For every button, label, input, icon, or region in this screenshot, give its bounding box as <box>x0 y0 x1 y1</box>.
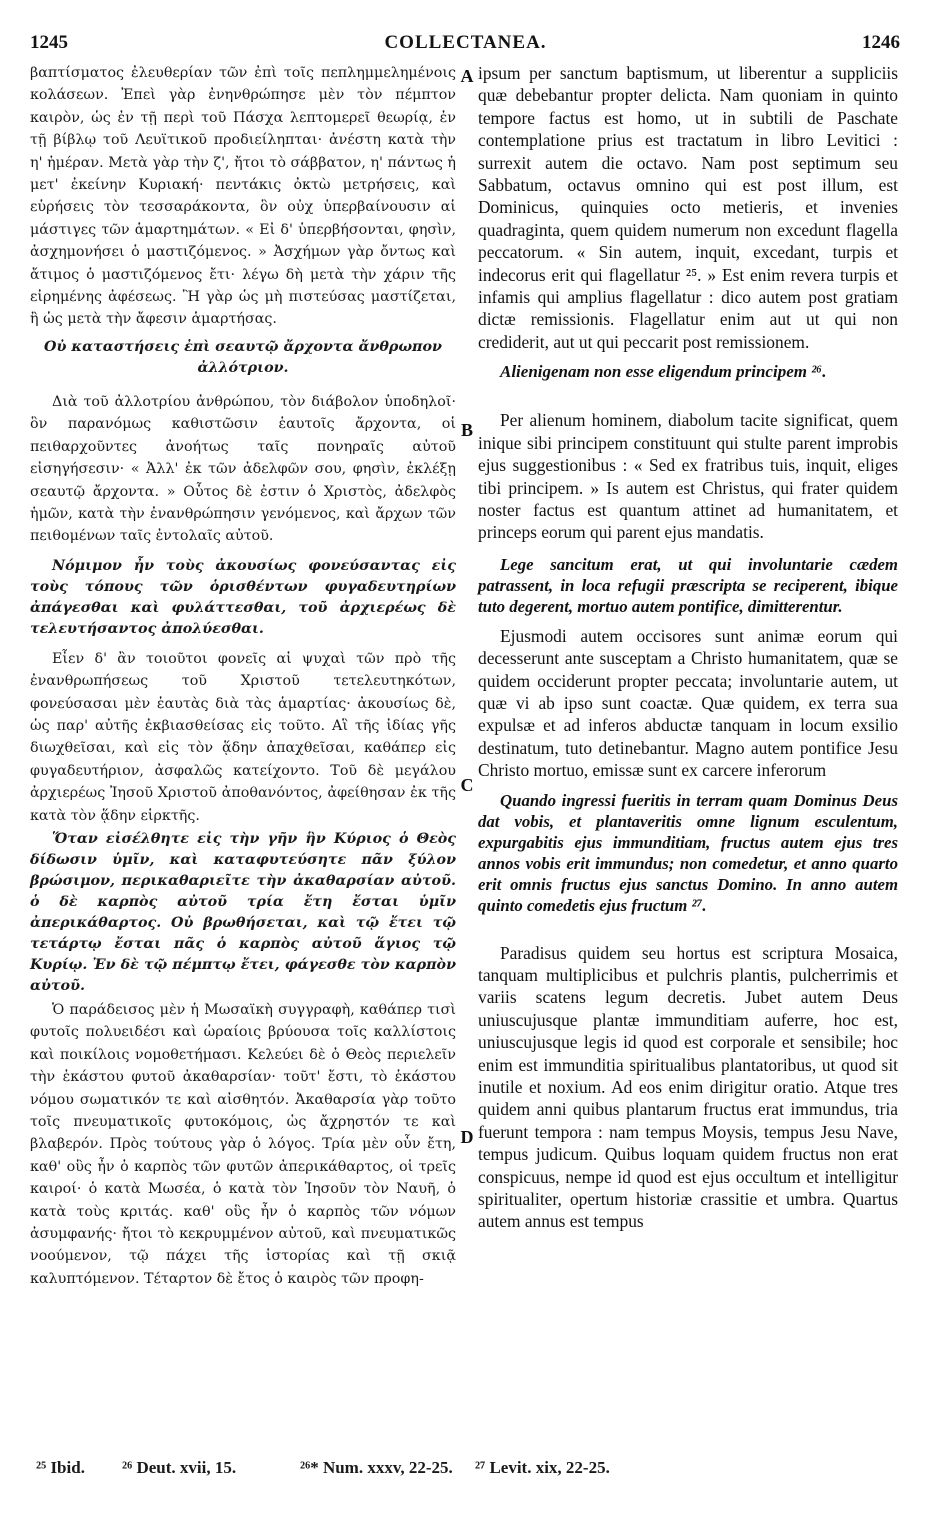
latin-paragraph-4: Paradisus quidem seu hortus est scriptura Mosaica, tanquam multiplicibus et pulchris plantis, pulcherrimis et variis scatens legum decretis. Jubet autem Deus uniuscujusque plantæ immunditiam auferre, hoc est, uniuscujusque legis id quod est corporale et sensibile; hoc enim est immunditia spiritualibus plantatoribus, ut quod sit inutile et noxium. Ad eos enim dirigitur oratio. Atque tres quidem anni quibus plantarum fructus erat immundus, tria fuerunt tempora : nam tempus Moysis, tempus Jesu Nave, tempus judicum. Quibus loquam quidem fructus non erat conspicuus, nempe id quod est ejus occultum et intelligitur spiritualiter, opertum historiæ crassitie et umbra. Quartus autem annus est tempus <box>478 942 898 1232</box>
margin-letter-c: C <box>460 775 474 795</box>
greek-paragraph-4: Ὁ παράδεισος μὲν ἡ Μωσαϊκὴ συγγραφὴ, καθάπερ τισὶ φυτοῖς πολυειδέσι καὶ ὡραίοις βρύουσα τοῖς καλλίστοις καὶ ποικίλοις νομοθετήμασι. Κελεύει δὲ ὁ Θεὸς περιελεῖν τὴν ἑκάστου φυτοῦ ἀκαθαρσίαν· τοῦτ' ἔστι, τὸ ἑκάστου νόμου σωματικόν τε καὶ αἰσθητόν. Ἀκαθαρσία γὰρ τοῦτο τοῖς πνευματικοῖς φυτοκόμοις, ὡς ἄχρηστόν τε καὶ βλαβερόν. Πρὸς τούτους γὰρ ὁ λόγος. Τρία μὲν οὖν ἔτη, καθ' οὓς ἦν ὁ καρπὸς τῶν φυτῶν ἀπερικάθαρτος, οἱ τρεῖς καιροί· ὁ κατὰ Μωσέα, ὁ κατὰ τὸν Ἰησοῦν τὸν Ναυῆ, ὁ κατὰ τοὺς κριτάς. καθ' οὓς ἦν ὁ καρπὸς τῶν νόμων ἀσυμφανής· ἤτοι τὸ κεκρυμμένον αὐτοῦ, καὶ πνευματικῶς νοούμενον, τῷ πάχει τῆς ἱστορίας καὶ τῇ σκιᾷ καλυπτόμενον. Τέταρτον δὲ ἔτος ὁ καιρὸς τῶν προφη- <box>30 1001 456 1287</box>
latin-heading-2: Lege sancitum erat, ut qui involuntarie cædem patrassent, in loca refugii præscripta se reciperent, ibique tuto degerent, mortuo autem pontifice, dimitterentur. <box>478 554 898 616</box>
greek-paragraph-1: βαπτίσματος ἐλευθερίαν τῶν ἐπὶ τοῖς πεπλημμελημένοις κολάσεων. Ἐπεὶ γὰρ ἐνηνθρώπησε μὲν τὸν πέμπτον καιρὸν, ὡς ἐν τῇ περὶ τοῦ Πάσχα λεπτομερεῖ θεωρίᾳ, ἐν τῇ βίβλῳ τοῦ Λευϊτικοῦ προδιείληπται· ἀνέστη κατὰ τὴν η' ἡμέραν. Μετὰ γὰρ τὴν ζ', ἤτοι τὸ σάββατον, η' πάντως ἡ μετ' ἐκείνην Κυριακή· πεντάκις ὀκτὼ μετρήσεις, καὶ εὑρήσεις τὸν τεσσαράκοντα, ὃν οὐχ ὑπερβαίνουσιν αἱ μάστιγες τῶν ἁμαρτημάτων. « Εἰ δ' ὑπερβήσονται, φησὶν, ἀσχημονήσει ὁ μαστιζόμενος. » Ἀσχήμων γὰρ ὄντως καὶ ἄτιμος ὁ μαστιζόμενος ἔτι· λέγω δὴ μετὰ τὴν χάριν τῆς εἰρημένης ἀφέσεως. Ἢ γὰρ ὡς μὴ πιστεύσας μαστίζεται, ἢ ὡς μετὰ τὴν ἄφεσιν ἁμαρτήσας. <box>30 65 456 328</box>
running-header <box>0 32 931 56</box>
latin-scripture-quote: Quando ingressi fueritis in terram quam Dominus Deus dat vobis, et plantaveritis omne lignum esculentum, expurgabitis ejus immunditiam, fructus autem ejus tres annos vobis erit immundus; non comedetur, et anno quarto erit omnis fructus ejus sanctus Domino. In anno autem quinto comedetis ejus fructum ²⁷. <box>478 790 898 915</box>
footnote-26b: ²⁶* Num. xxxv, 22-25. <box>300 1458 453 1477</box>
latin-paragraph-1: ipsum per sanctum baptismum, ut liberentur a suppliciis quæ debebantur propter delicta. Nam quoniam in quinto tempore factus est homo, ut in subtili de Paschate contemplatione prius est tractatum in libro Levitici : surrexit autem die octavo. Nam post septimum seu Sabbatum, octavus omnino qui est post illum, est Dominicus, quinquies octo metieris, et invenies quadraginta, quem quidem numerum non excedunt flagella peccatorum. « Sin autem, inquit, excedant, turpis et indecorus erit qui flagellatur ²⁵. » Est enim revera turpis et infamis qui amplius flagellatur : dico autem post gratiam dictæ remissionis. Flagellatur enim aut ut qui non crediderit, aut ut qui peccarit post remissionem. <box>478 63 898 352</box>
margin-letter-a: A <box>460 66 474 86</box>
latin-column <box>478 62 898 1233</box>
latin-paragraph-3: Ejusmodi autem occisores sunt animæ eorum qui decesserunt ante susceptam a Christo humanitatem, quæ se quidem occiderunt propter peccata; involuntarie autem, ut quæ vi ab ipso sunt coactæ. Quæ quidem, ex terra sua expulsæ et ad inferos abductæ tanquam in locum exsilio destinatum, tuto detinebantur. Magno autem pontifice Jesu Christo mortuo, emissæ sunt ex carcere inferorum <box>478 625 898 781</box>
footnote-25: ²⁵ Ibid. <box>36 1458 85 1477</box>
latin-heading-1: Alienigenam non esse eligendum principem ²⁶. <box>500 362 827 382</box>
greek-scripture-quote: Ὅταν εἰσέλθητε εἰς τὴν γῆν ἣν Κύριος ὁ Θεὸς δίδωσιν ὑμῖν, καὶ καταφυτεύσητε πᾶν ξύλον βρώσιμον, περικαθαριεῖτε τὴν ἀκαθαρσίαν αὐτοῦ. ὁ δὲ καρπὸς αὐτοῦ τρία ἔτη ἔσται ὑμῖν ἀπερικάθαρτος. Οὐ βρωθήσεται, καὶ τῷ ἔτει τῷ τετάρτῳ ἔσται πᾶς ὁ καρπὸς αὐτοῦ ἅγιος τῷ Κυρίῳ. Ἐν δὲ τῷ πέμπτῳ ἔτει, φάγεσθε τὸν καρπὸν αὐτοῦ. <box>30 830 456 994</box>
greek-paragraph-2: Διὰ τοῦ ἀλλοτρίου ἀνθρώπου, τὸν διάβολον ὑποδηλοῖ· ὃν παρανόμως καθιστῶσιν ἑαυτοῖς ἄρχοντα, οἱ πειθαρχοῦντες ἀνοήτως ταῖς πονηραῖς αὐτοῦ εἰσηγήσεσιν· « Ἀλλ' ἐκ τῶν ἀδελφῶν σου, φησὶν, ἐκλέξῃ σεαυτῷ ἄρχοντα. » Οὗτος δὲ ἐστιν ὁ Χριστὸς, ἀδελφὸς ἡμῶν, κατὰ τὴν ἐνανθρώπησιν γενόμενος, καὶ ἄρχων τῶν πειθομένων ταῖς ἐντολαῖς αὐτοῦ. <box>30 393 456 545</box>
margin-letter-b: B <box>460 420 473 440</box>
footnotes <box>30 1458 901 1488</box>
footnote-26: ²⁶ Deut. xvii, 15. <box>122 1458 237 1477</box>
running-title: COLLECTANEA. <box>384 32 547 53</box>
margin-letter-d: D <box>460 1127 474 1147</box>
greek-paragraph-3: Εἶεν δ' ἂν τοιοῦτοι φονεῖς αἱ ψυχαὶ τῶν πρὸ τῆς ἐνανθρωπήσεως τοῦ Χριστοῦ τετελευτηκότων, φονεύσασαι μὲν ἑαυτὰς διὰ τὰς ἁμαρτίας· ἀκουσίως δὲ, ὡς παρ' αὐτῆς ἐκβιασθείσας εἰς τοῦτο. Αἳ τῆς ἰδίας γῆς διωχθεῖσαι, καὶ εἰς τὸν ᾅδην ἀπαχθεῖσαι, καθάπερ εἰς φυγαδευτήριον, ἀσφαλῶς κατείχοντο. Τοῦ δὲ μεγάλου ἀρχιερέως Ἰησοῦ Χριστοῦ ἀποθανόντος, ἀφείθησαν ἐκ τῆς κατὰ τὸν ᾅδην εἱρκτῆς. <box>30 650 456 824</box>
greek-heading-2: Νόμιμον ἦν τοὺς ἀκουσίως φονεύσαντας εἰς τοὺς τόπους τῶν ὁρισθέντων φυγαδευτηρίων ἀπάγεσθαι καὶ φυλάττεσθαι, τοῦ ἀρχιερέως δὲ τελευτήσαντος ἀπολύεσθαι. <box>30 557 456 637</box>
footnote-27: ²⁷ Levit. xix, 22-25. <box>475 1458 610 1477</box>
greek-heading-1: Οὐ καταστήσεις ἐπὶ σεαυτῷ ἄρχοντα ἄνθρωπον ἀλλότριον. <box>44 338 442 376</box>
latin-paragraph-2: Per alienum hominem, diabolum tacite significat, quem inique sibi principem constituunt qui stulte parent improbis ejus suggestionibus : « Sed ex fratribus tuis, inquit, eliges tibi principem. » Is autem est Christus, qui frater quidem noster factus est quantum attinet ad humanitatem, et princeps eorum qui parent ejus mandatis. <box>478 410 898 543</box>
page-number-right: 1246 <box>862 32 900 53</box>
page-number-left: 1245 <box>30 32 68 53</box>
greek-column <box>30 62 456 1290</box>
